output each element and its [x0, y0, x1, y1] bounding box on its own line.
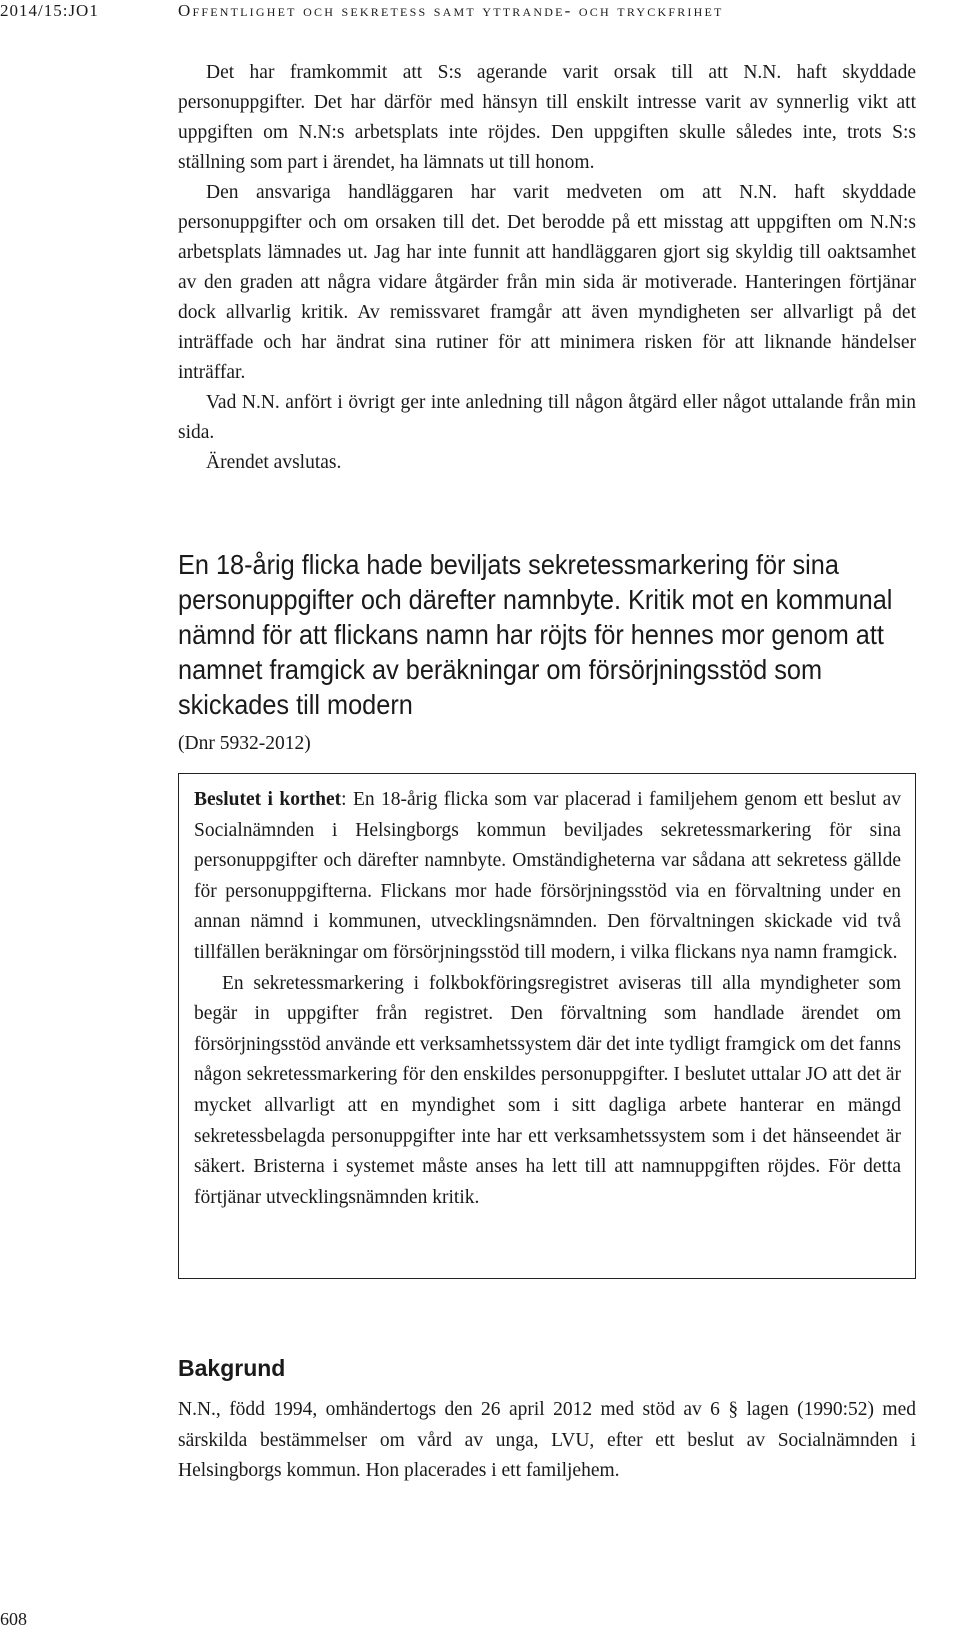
- document-reference: 2014/15:JO1: [0, 1, 99, 20]
- summary-lead-separator: :: [341, 789, 353, 810]
- running-header: [0, 0, 960, 26]
- summary-lead-text: En 18-årig flicka som var placerad i familjehem genom ett beslut av Socialnämnden i Helsingborgs kommun beviljades sekretessmarkering för sina personuppgifter och därefter namnbyte. Omständigheterna var sådana att sekretess gällde för personuppgifterna. Flickans mor hade försörjningsstöd via en förvaltning under en annan nämnd i kommunen, utvecklingsnämnden. Den förvaltningen skickade vid två tillfällen beräkningar om försörjningsstöd till modern, i vilka flickans nya namn framgick.: [194, 789, 901, 963]
- summary-paragraph: En sekretessmarkering i folkbokföringsregistret aviseras till alla myndigheter som begär in uppgifter från registret. Den förvaltning som handlade ärendet om försörjningsstöd använde ett verksamhetssystem där det inte tydligt framgick om det fanns någon sekretessmarkering för den enskildes personuppgifter. I beslutet uttalar JO att det är mycket allvarligt att en myndighet som i sitt dagliga arbete hanterar en mängd sekretessbelagda personuppgifter inte har ett verksamhetssystem som i det hänseendet är säkert. Bristerna i systemet måste anses ha lett till att namnuppgiften röjdes. För detta förtjänar utvecklingsnämnden kritik.: [194, 972, 901, 1208]
- intro-paragraph: Den ansvariga handläggaren har varit medveten om att N.N. haft skyddade personuppgifter och om orsaken till det. Det berodde på ett misstag att uppgiften om N.N:s arbetsplats lämnades ut. Jag har inte funnit att handläggaren gjort sig skyldig till oaktsamhet av den graden att några vidare åtgärder från min sida är motiverade. Hanteringen förtjänar dock allvarlig kritik. Av remissvaret framgår att även myndigheten ser allvarligt på det inträffade och har ändrat sina rutiner för att minimera risken för att liknande händelser inträffar.: [178, 182, 916, 383]
- page-number: 608: [0, 1609, 27, 1629]
- intro-paragraph: Ärendet avslutas.: [206, 452, 342, 473]
- background-paragraph: N.N., född 1994, omhändertogs den 26 april 2012 med stöd av 6 § lagen (1990:52) med särskilda bestämmelser om vård av unga, LVU, efter ett beslut av Socialnämnden i Helsingborgs kommun. Hon placerades i ett familjehem.: [178, 1399, 916, 1481]
- intro-paragraph: Det har framkommit att S:s agerande varit orsak till att N.N. haft skyddade personuppgifter. Det har därför med hänsyn till enskilt intresse varit av synnerlig vikt att uppgiften om N.N:s arbetsplats inte röjdes. Den uppgiften skulle således inte, trots S:s ställning som part i ärendet, ha lämnats ut till honom.: [178, 62, 916, 173]
- running-header-title: Offentlighet och sekretess samt yttrande- och tryckfrihet: [178, 1, 724, 20]
- summary-lead-label: Beslutet i korthet: [194, 789, 342, 810]
- summary-paragraph: [194, 785, 901, 969]
- decision-summary-box: [178, 773, 916, 1279]
- section-heading-background: Bakgrund: [178, 1355, 286, 1381]
- case-heading: En 18-årig flicka hade beviljats sekretessmarkering för sina personuppgifter och därefter namnbyte. Kritik mot en kommunal nämnd för att flickans namn har röjts för hennes mor genom att namnet framgick av beräkningar om försörjningsstöd som skickades till modern: [178, 549, 893, 720]
- intro-text: [178, 58, 916, 478]
- case-number: (Dnr 5932-2012): [178, 733, 311, 754]
- intro-paragraph: Vad N.N. anfört i övrigt ger inte anledning till någon åtgärd eller något uttalande från min sida.: [178, 392, 916, 443]
